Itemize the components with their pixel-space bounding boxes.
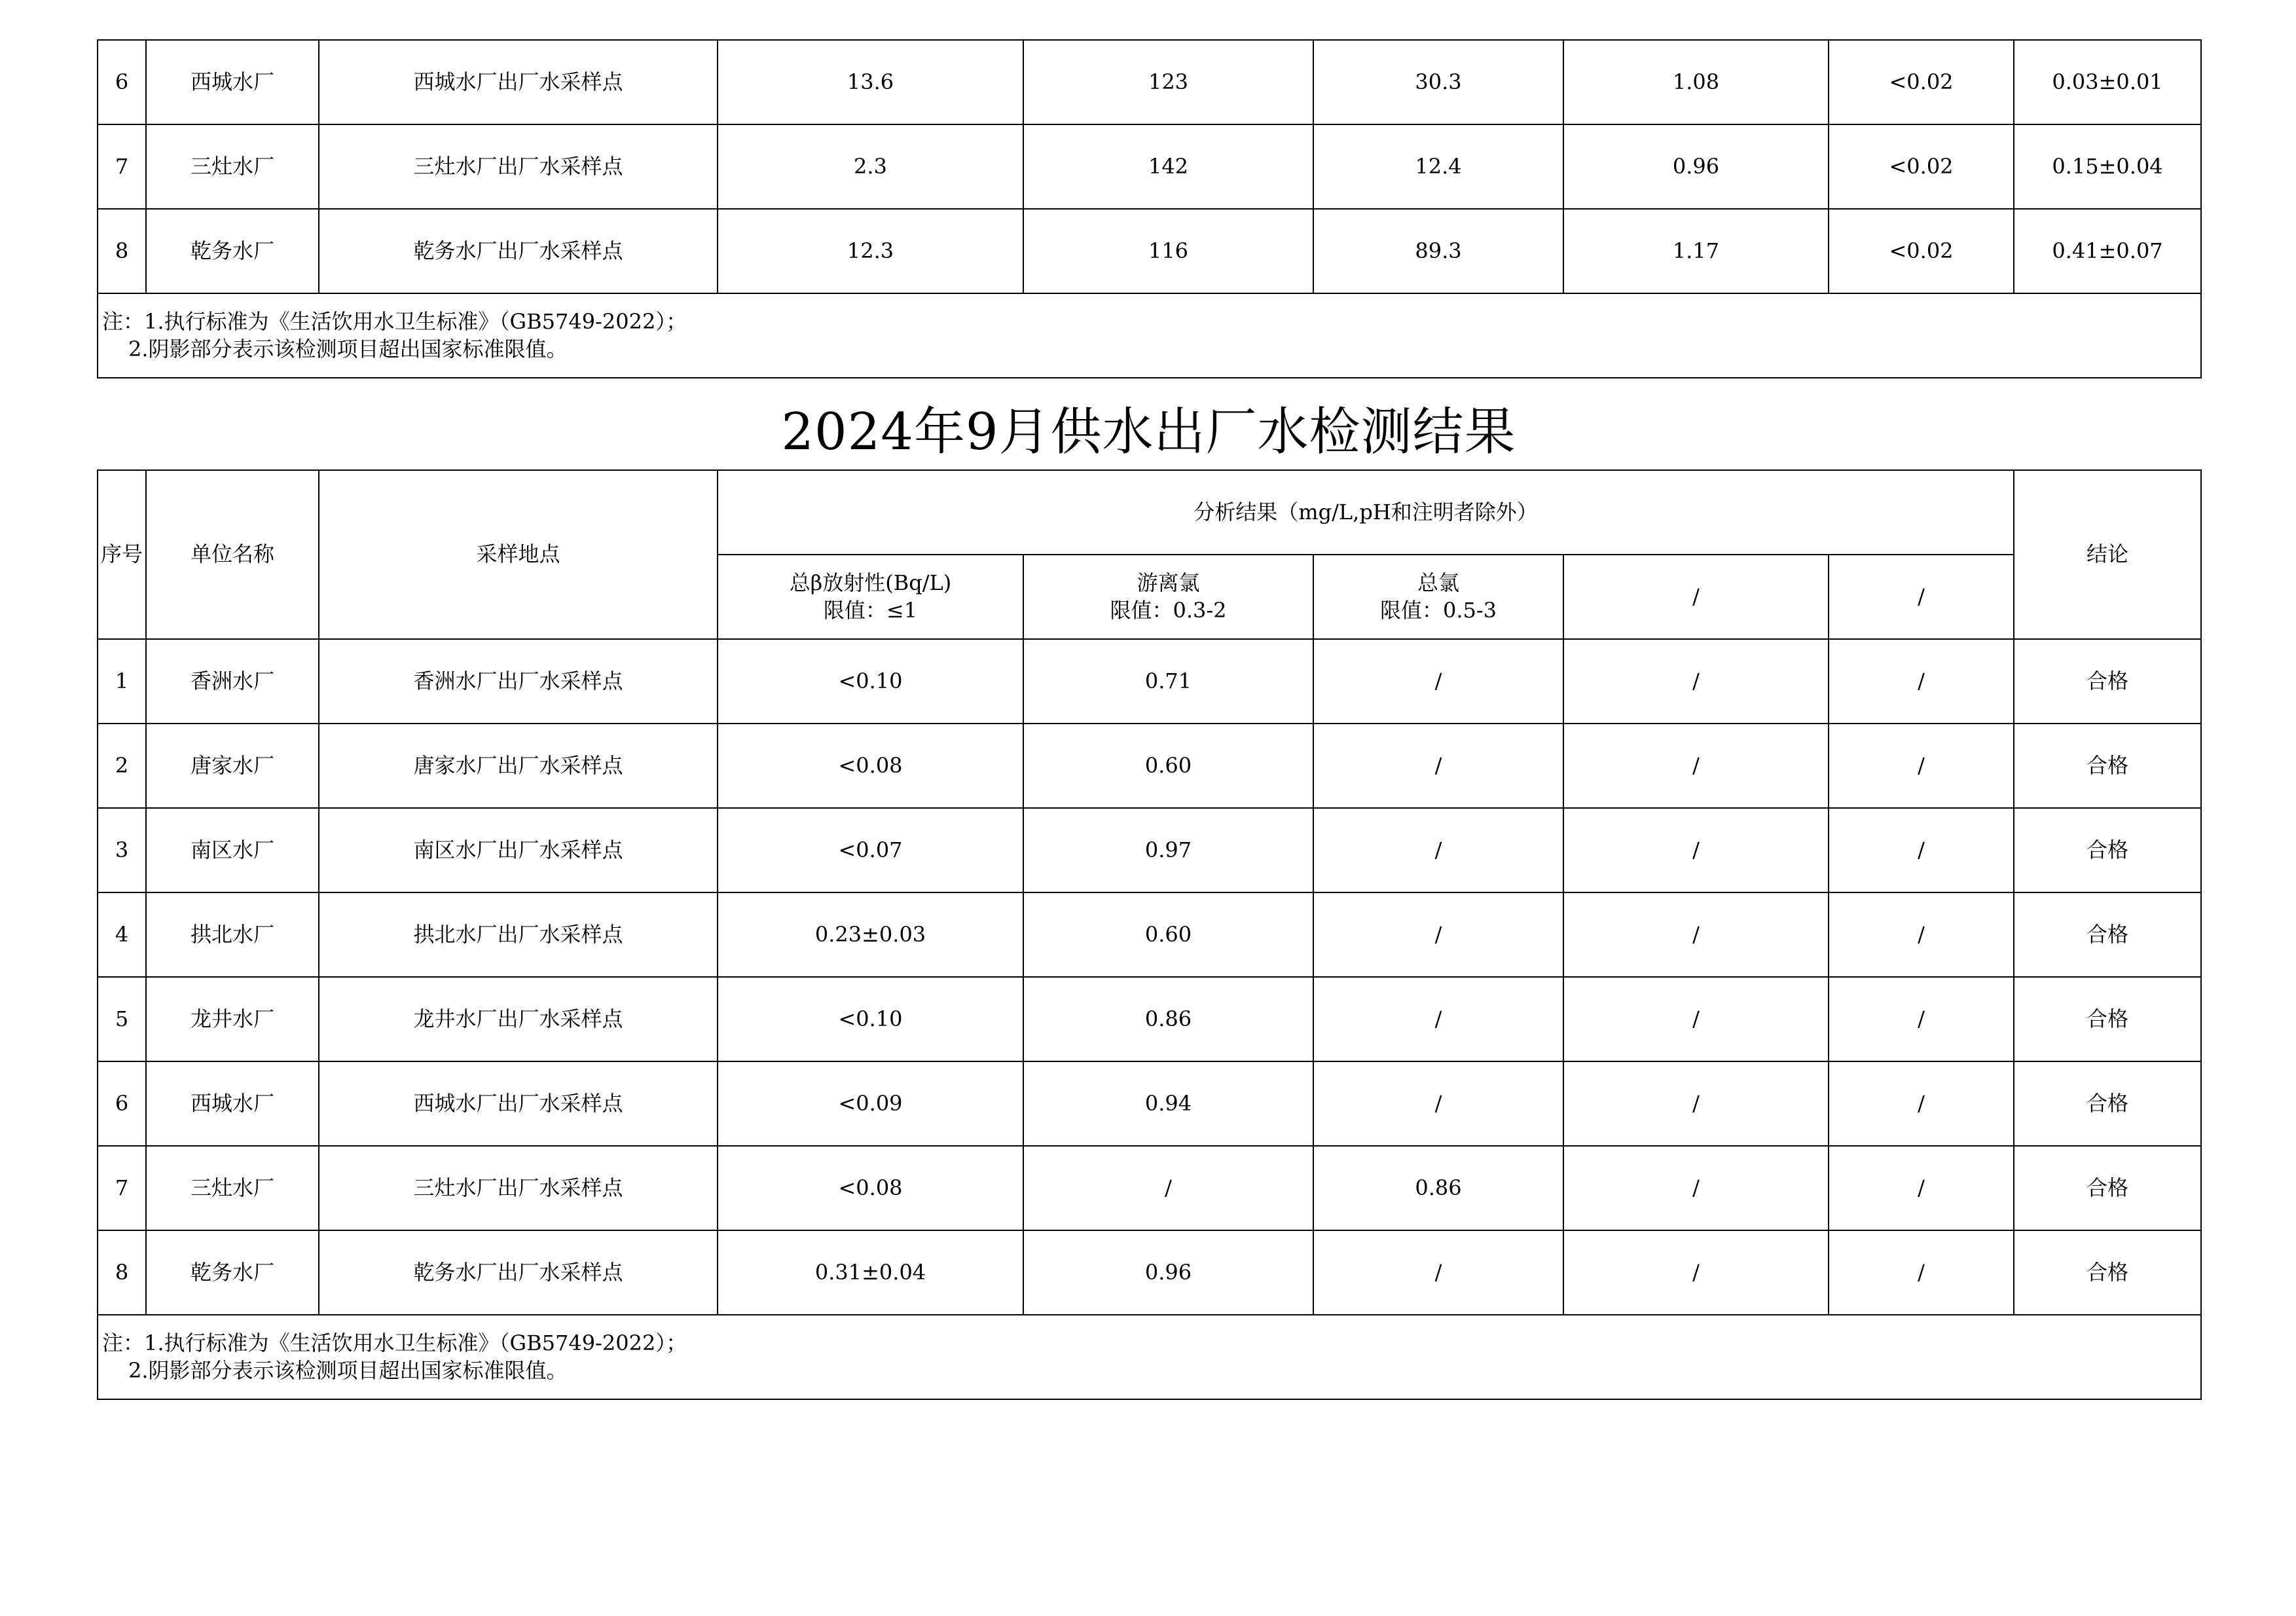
cell-value-4: 0.96 xyxy=(1563,124,1829,209)
header-sampling-site: 采样地点 xyxy=(319,470,718,639)
cell-seq: 8 xyxy=(98,1230,146,1315)
header-free-chlorine-limit: 限值：0.3-2 xyxy=(1110,597,1227,623)
cell-empty-col4: / xyxy=(1563,639,1829,724)
table-row xyxy=(98,1061,2201,1146)
table-row xyxy=(98,209,2201,293)
cell-free-chlorine: 0.86 xyxy=(1023,977,1313,1061)
cell-seq: 2 xyxy=(98,724,146,808)
header-total-beta-name: 总β放射性(Bq/L) xyxy=(789,570,952,595)
cell-total-beta: <0.07 xyxy=(718,808,1023,892)
cell-free-chlorine: 0.60 xyxy=(1023,724,1313,808)
cell-conclusion: 合格 xyxy=(2014,892,2201,977)
cell-empty-col5: / xyxy=(1829,977,2014,1061)
cell-empty-col5: / xyxy=(1829,1146,2014,1230)
cell-conclusion: 合格 xyxy=(2014,724,2201,808)
cell-total-beta: <0.10 xyxy=(718,639,1023,724)
header-empty-col5: / xyxy=(1829,555,2014,639)
note-shading: 2.阴影部分表示该检测项目超出国家标准限值。 xyxy=(128,336,568,361)
cell-seq: 3 xyxy=(98,808,146,892)
cell-site: 三灶水厂出厂水采样点 xyxy=(319,1146,718,1230)
cell-empty-col5: / xyxy=(1829,808,2014,892)
cell-total-chlorine: / xyxy=(1313,1230,1563,1315)
table-row xyxy=(98,808,2201,892)
note-shading: 2.阴影部分表示该检测项目超出国家标准限值。 xyxy=(128,1357,568,1383)
cell-free-chlorine: 0.71 xyxy=(1023,639,1313,724)
cell-conclusion: 合格 xyxy=(2014,977,2201,1061)
cell-value-1: 13.6 xyxy=(718,40,1023,124)
previous-results-table xyxy=(97,39,2202,378)
cell-value-2: 116 xyxy=(1023,209,1313,293)
note-standard: 注：1.执行标准为《生活饮用水卫生标准》（GB5749-2022）； xyxy=(102,1330,687,1355)
cell-total-chlorine: / xyxy=(1313,892,1563,977)
table-row xyxy=(98,892,2201,977)
cell-site: 乾务水厂出厂水采样点 xyxy=(319,1230,718,1315)
cell-value-6: 0.15±0.04 xyxy=(2014,124,2201,209)
table-row xyxy=(98,639,2201,724)
notes-row xyxy=(98,293,2201,378)
cell-total-chlorine: / xyxy=(1313,977,1563,1061)
cell-seq: 6 xyxy=(98,1061,146,1146)
cell-unit: 拱北水厂 xyxy=(146,892,319,977)
cell-total-beta: 0.31±0.04 xyxy=(718,1230,1023,1315)
notes-cell xyxy=(98,293,2201,378)
cell-conclusion: 合格 xyxy=(2014,639,2201,724)
cell-free-chlorine: 0.97 xyxy=(1023,808,1313,892)
cell-site: 龙井水厂出厂水采样点 xyxy=(319,977,718,1061)
cell-free-chlorine: 0.60 xyxy=(1023,892,1313,977)
cell-seq: 7 xyxy=(98,1146,146,1230)
cell-total-beta: 0.23±0.03 xyxy=(718,892,1023,977)
cell-value-2: 142 xyxy=(1023,124,1313,209)
notes-row xyxy=(98,1315,2201,1399)
header-unit-name: 单位名称 xyxy=(146,470,319,639)
cell-unit: 西城水厂 xyxy=(146,1061,319,1146)
cell-value-3: 30.3 xyxy=(1313,40,1563,124)
cell-value-2: 123 xyxy=(1023,40,1313,124)
cell-seq: 4 xyxy=(98,892,146,977)
cell-value-1: 12.3 xyxy=(718,209,1023,293)
cell-total-beta: <0.10 xyxy=(718,977,1023,1061)
cell-value-4: 1.17 xyxy=(1563,209,1829,293)
header-total-chlorine-name: 总氯 xyxy=(1417,570,1459,595)
cell-site: 拱北水厂出厂水采样点 xyxy=(319,892,718,977)
cell-total-beta: <0.08 xyxy=(718,724,1023,808)
cell-conclusion: 合格 xyxy=(2014,1230,2201,1315)
cell-site: 乾务水厂出厂水采样点 xyxy=(319,209,718,293)
header-seq: 序号 xyxy=(98,470,146,639)
cell-value-5: <0.02 xyxy=(1829,209,2014,293)
cell-seq: 1 xyxy=(98,639,146,724)
table-row xyxy=(98,977,2201,1061)
cell-seq: 6 xyxy=(98,40,146,124)
cell-unit: 三灶水厂 xyxy=(146,1146,319,1230)
header-total-beta xyxy=(718,555,1023,639)
cell-total-chlorine: / xyxy=(1313,724,1563,808)
cell-empty-col4: / xyxy=(1563,1230,1829,1315)
cell-conclusion: 合格 xyxy=(2014,1146,2201,1230)
cell-value-5: <0.02 xyxy=(1829,124,2014,209)
cell-site: 唐家水厂出厂水采样点 xyxy=(319,724,718,808)
cell-total-beta: <0.08 xyxy=(718,1146,1023,1230)
header-total-chlorine xyxy=(1313,555,1563,639)
cell-empty-col5: / xyxy=(1829,639,2014,724)
table-row xyxy=(98,124,2201,209)
cell-free-chlorine: / xyxy=(1023,1146,1313,1230)
cell-site: 西城水厂出厂水采样点 xyxy=(319,1061,718,1146)
cell-total-chlorine: / xyxy=(1313,808,1563,892)
cell-empty-col5: / xyxy=(1829,1230,2014,1315)
cell-site: 西城水厂出厂水采样点 xyxy=(319,40,718,124)
cell-empty-col4: / xyxy=(1563,1061,1829,1146)
header-conclusion: 结论 xyxy=(2014,470,2201,639)
table-row xyxy=(98,1146,2201,1230)
cell-value-1: 2.3 xyxy=(718,124,1023,209)
cell-empty-col5: / xyxy=(1829,724,2014,808)
cell-unit: 乾务水厂 xyxy=(146,209,319,293)
cell-empty-col4: / xyxy=(1563,892,1829,977)
table-row xyxy=(98,724,2201,808)
header-free-chlorine xyxy=(1023,555,1313,639)
cell-unit: 唐家水厂 xyxy=(146,724,319,808)
cell-empty-col4: / xyxy=(1563,1146,1829,1230)
cell-empty-col4: / xyxy=(1563,808,1829,892)
cell-value-5: <0.02 xyxy=(1829,40,2014,124)
cell-value-4: 1.08 xyxy=(1563,40,1829,124)
cell-value-6: 0.41±0.07 xyxy=(2014,209,2201,293)
note-standard: 注：1.执行标准为《生活饮用水卫生标准》（GB5749-2022）； xyxy=(102,308,687,334)
cell-empty-col4: / xyxy=(1563,724,1829,808)
cell-free-chlorine: 0.96 xyxy=(1023,1230,1313,1315)
cell-free-chlorine: 0.94 xyxy=(1023,1061,1313,1146)
cell-site: 香洲水厂出厂水采样点 xyxy=(319,639,718,724)
table-row xyxy=(98,1230,2201,1315)
header-total-beta-limit: 限值：≤1 xyxy=(823,597,918,623)
cell-empty-col5: / xyxy=(1829,892,2014,977)
notes-cell xyxy=(98,1315,2201,1399)
cell-unit: 龙井水厂 xyxy=(146,977,319,1061)
cell-unit: 香洲水厂 xyxy=(146,639,319,724)
cell-unit: 西城水厂 xyxy=(146,40,319,124)
cell-site: 南区水厂出厂水采样点 xyxy=(319,808,718,892)
cell-site: 三灶水厂出厂水采样点 xyxy=(319,124,718,209)
cell-conclusion: 合格 xyxy=(2014,1061,2201,1146)
cell-value-6: 0.03±0.01 xyxy=(2014,40,2201,124)
header-total-chlorine-limit: 限值：0.5-3 xyxy=(1379,597,1497,623)
cell-empty-col5: / xyxy=(1829,1061,2014,1146)
cell-seq: 7 xyxy=(98,124,146,209)
cell-unit: 三灶水厂 xyxy=(146,124,319,209)
cell-total-chlorine: / xyxy=(1313,639,1563,724)
cell-unit: 南区水厂 xyxy=(146,808,319,892)
header-analysis-results: 分析结果（mg/L,pH和注明者除外） xyxy=(718,470,2014,555)
cell-total-beta: <0.09 xyxy=(718,1061,1023,1146)
cell-seq: 8 xyxy=(98,209,146,293)
cell-value-3: 89.3 xyxy=(1313,209,1563,293)
cell-conclusion: 合格 xyxy=(2014,808,2201,892)
table-row xyxy=(98,40,2201,124)
cell-unit: 乾务水厂 xyxy=(146,1230,319,1315)
header-empty-col4: / xyxy=(1563,555,1829,639)
cell-seq: 5 xyxy=(98,977,146,1061)
cell-value-3: 12.4 xyxy=(1313,124,1563,209)
header-free-chlorine-name: 游离氯 xyxy=(1137,570,1200,595)
cell-total-chlorine: / xyxy=(1313,1061,1563,1146)
september-results-table xyxy=(97,469,2202,1400)
cell-total-chlorine: 0.86 xyxy=(1313,1146,1563,1230)
cell-empty-col4: / xyxy=(1563,977,1829,1061)
report-title: 2024年9月供水出厂水检测结果 xyxy=(781,403,1516,462)
